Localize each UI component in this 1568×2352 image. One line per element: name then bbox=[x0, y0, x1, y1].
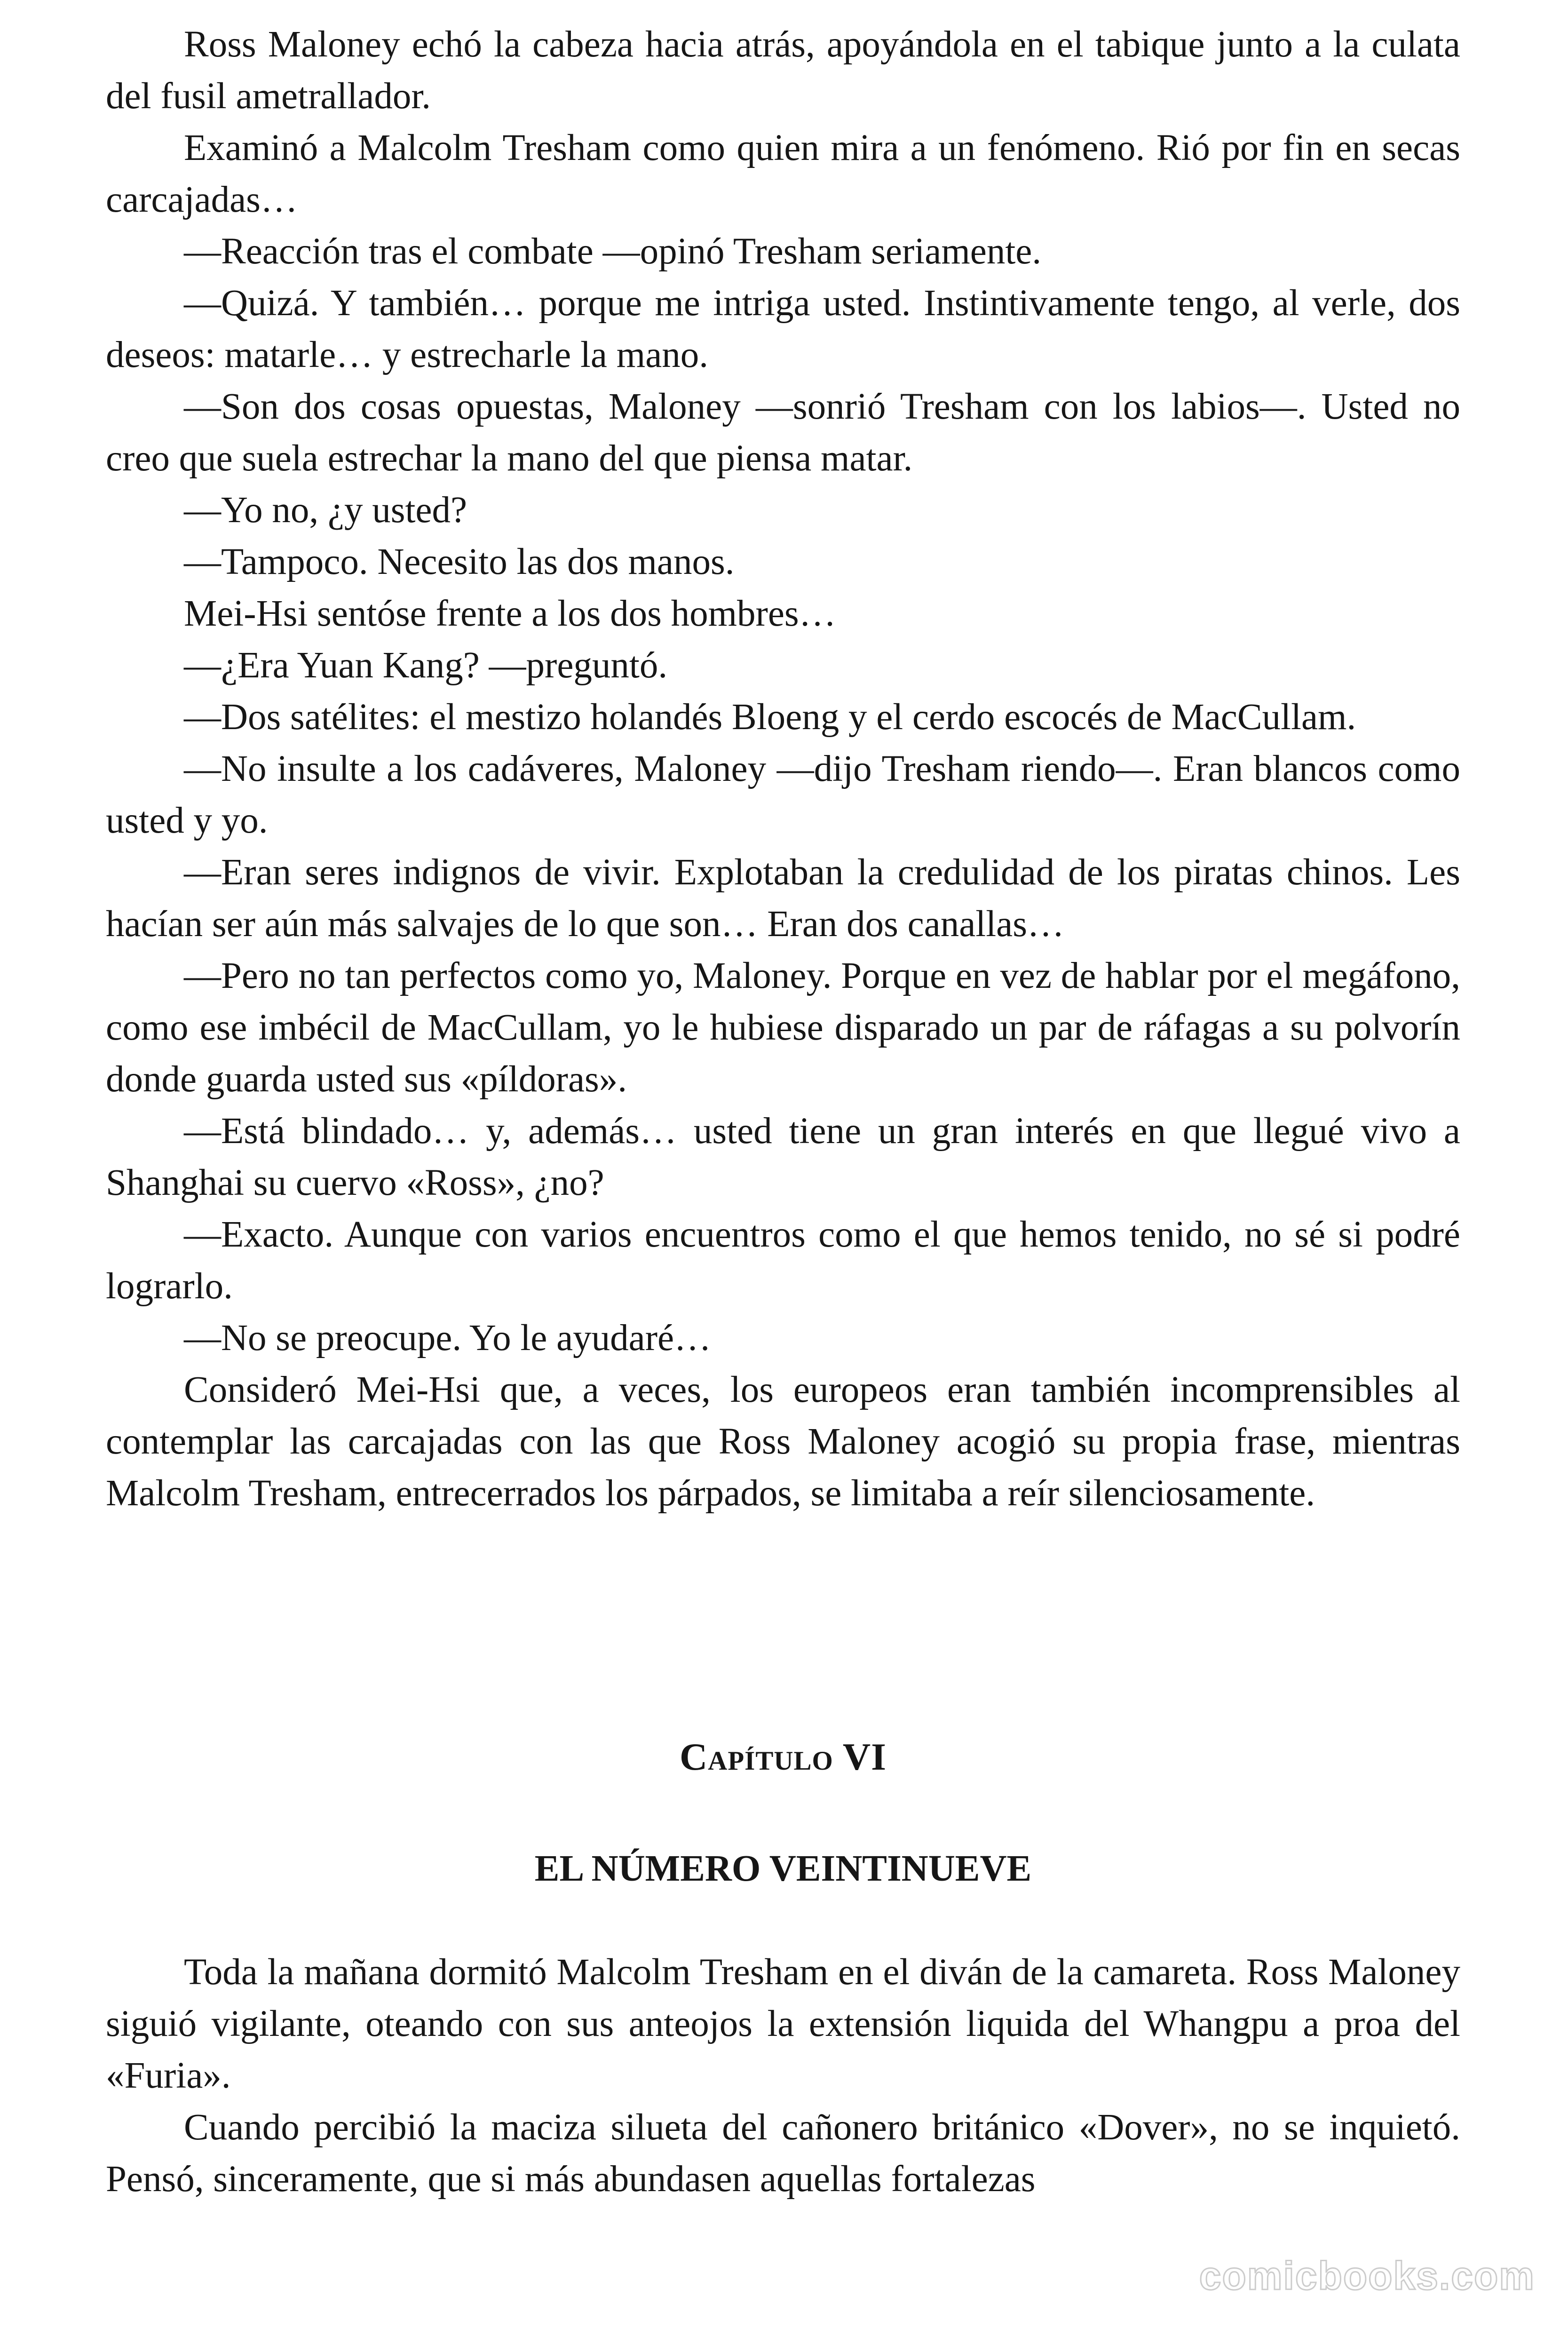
paragraph: —Reacción tras el combate —opinó Tresham seriamente. bbox=[184, 231, 1042, 272]
paragraph: —No insulte a los cadáveres, Maloney —dijo Tresham riendo—. Eran blancos como usted y yo. bbox=[106, 748, 1460, 841]
chapter-title: EL NÚMERO VEINTINUEVE bbox=[534, 1848, 1032, 1889]
title-gap bbox=[106, 1895, 1460, 1947]
text-before-chapter bbox=[106, 19, 1460, 1519]
watermark-logo: comicbooks.com bbox=[1199, 2254, 1535, 2298]
paragraph: —No se preocupe. Yo le ayudaré… bbox=[184, 1318, 712, 1359]
paragraph: —Está blindado… y, además… usted tiene un gran interés en que llegué vivo a Shanghai su cuervo «Ross», ¿no? bbox=[106, 1111, 1460, 1203]
paragraph: —Eran seres indignos de vivir. Explotaban la credulidad de los piratas chinos. Les hacían ser aún más salvajes de lo que son… Eran dos canallas… bbox=[106, 852, 1460, 945]
paragraph: —Tampoco. Necesito las dos manos. bbox=[184, 541, 735, 582]
paragraph: —Yo no, ¿y usted? bbox=[184, 490, 467, 531]
paragraph: Mei-Hsi sentóse frente a los dos hombres… bbox=[184, 593, 836, 634]
paragraph: —Dos satélites: el mestizo holandés Bloeng y el cerdo escocés de MacCullam. bbox=[184, 697, 1356, 738]
chapter-spacer bbox=[106, 1519, 1460, 1731]
paragraph: Ross Maloney echó la cabeza hacia atrás, apoyándola en el tabique junto a la culata del fusil ametrallador. bbox=[106, 24, 1460, 117]
paragraph: Examinó a Malcolm Tresham como quien mira a un fenómeno. Rió por fin en secas carcajadas… bbox=[106, 127, 1460, 220]
paragraph: —¿Era Yuan Kang? —preguntó. bbox=[184, 645, 668, 686]
paragraph: —Son dos cosas opuestas, Maloney —sonrió Tresham con los labios—. Usted no creo que suela estrechar la mano del que piensa matar. bbox=[106, 386, 1460, 479]
text-after-chapter bbox=[106, 1947, 1460, 2205]
heading-gap bbox=[106, 1783, 1460, 1843]
paragraph: —Exacto. Aunque con varios encuentros como el que hemos tenido, no sé si podré lograrlo. bbox=[106, 1214, 1460, 1307]
paragraph: —Quizá. Y también… porque me intriga usted. Instintivamente tengo, al verle, dos deseos: matarle… y estrecharle la mano. bbox=[106, 283, 1460, 375]
paragraph: Consideró Mei-Hsi que, a veces, los europeos eran también incomprensibles al contemplar las carcajadas con las que Ross Maloney acogió su propia frase, mientras Malcolm Tresham, entrecerrados los párpados, se limitaba a reír silenciosamente. bbox=[106, 1369, 1460, 1514]
chapter-heading: Capítulo VI bbox=[679, 1735, 887, 1778]
paragraph: —Pero no tan perfectos como yo, Maloney. Porque en vez de hablar por el megáfono, como ese imbécil de MacCullam, yo le hubiese disparado un par de ráfagas a su polvorín donde guarda usted sus «píldoras». bbox=[106, 955, 1460, 1100]
paragraph: Cuando percibió la maciza silueta del cañonero británico «Dover», no se inquietó. Pensó, sinceramente, que si más abundasen aquellas fortalezas bbox=[106, 2107, 1460, 2200]
book-page bbox=[106, 19, 1460, 2205]
paragraph: Toda la mañana dormitó Malcolm Tresham en el diván de la camareta. Ross Maloney siguió vigilante, oteando con sus anteojos la extensión liquida del Whangpu a proa del «Furia». bbox=[106, 1952, 1460, 2096]
